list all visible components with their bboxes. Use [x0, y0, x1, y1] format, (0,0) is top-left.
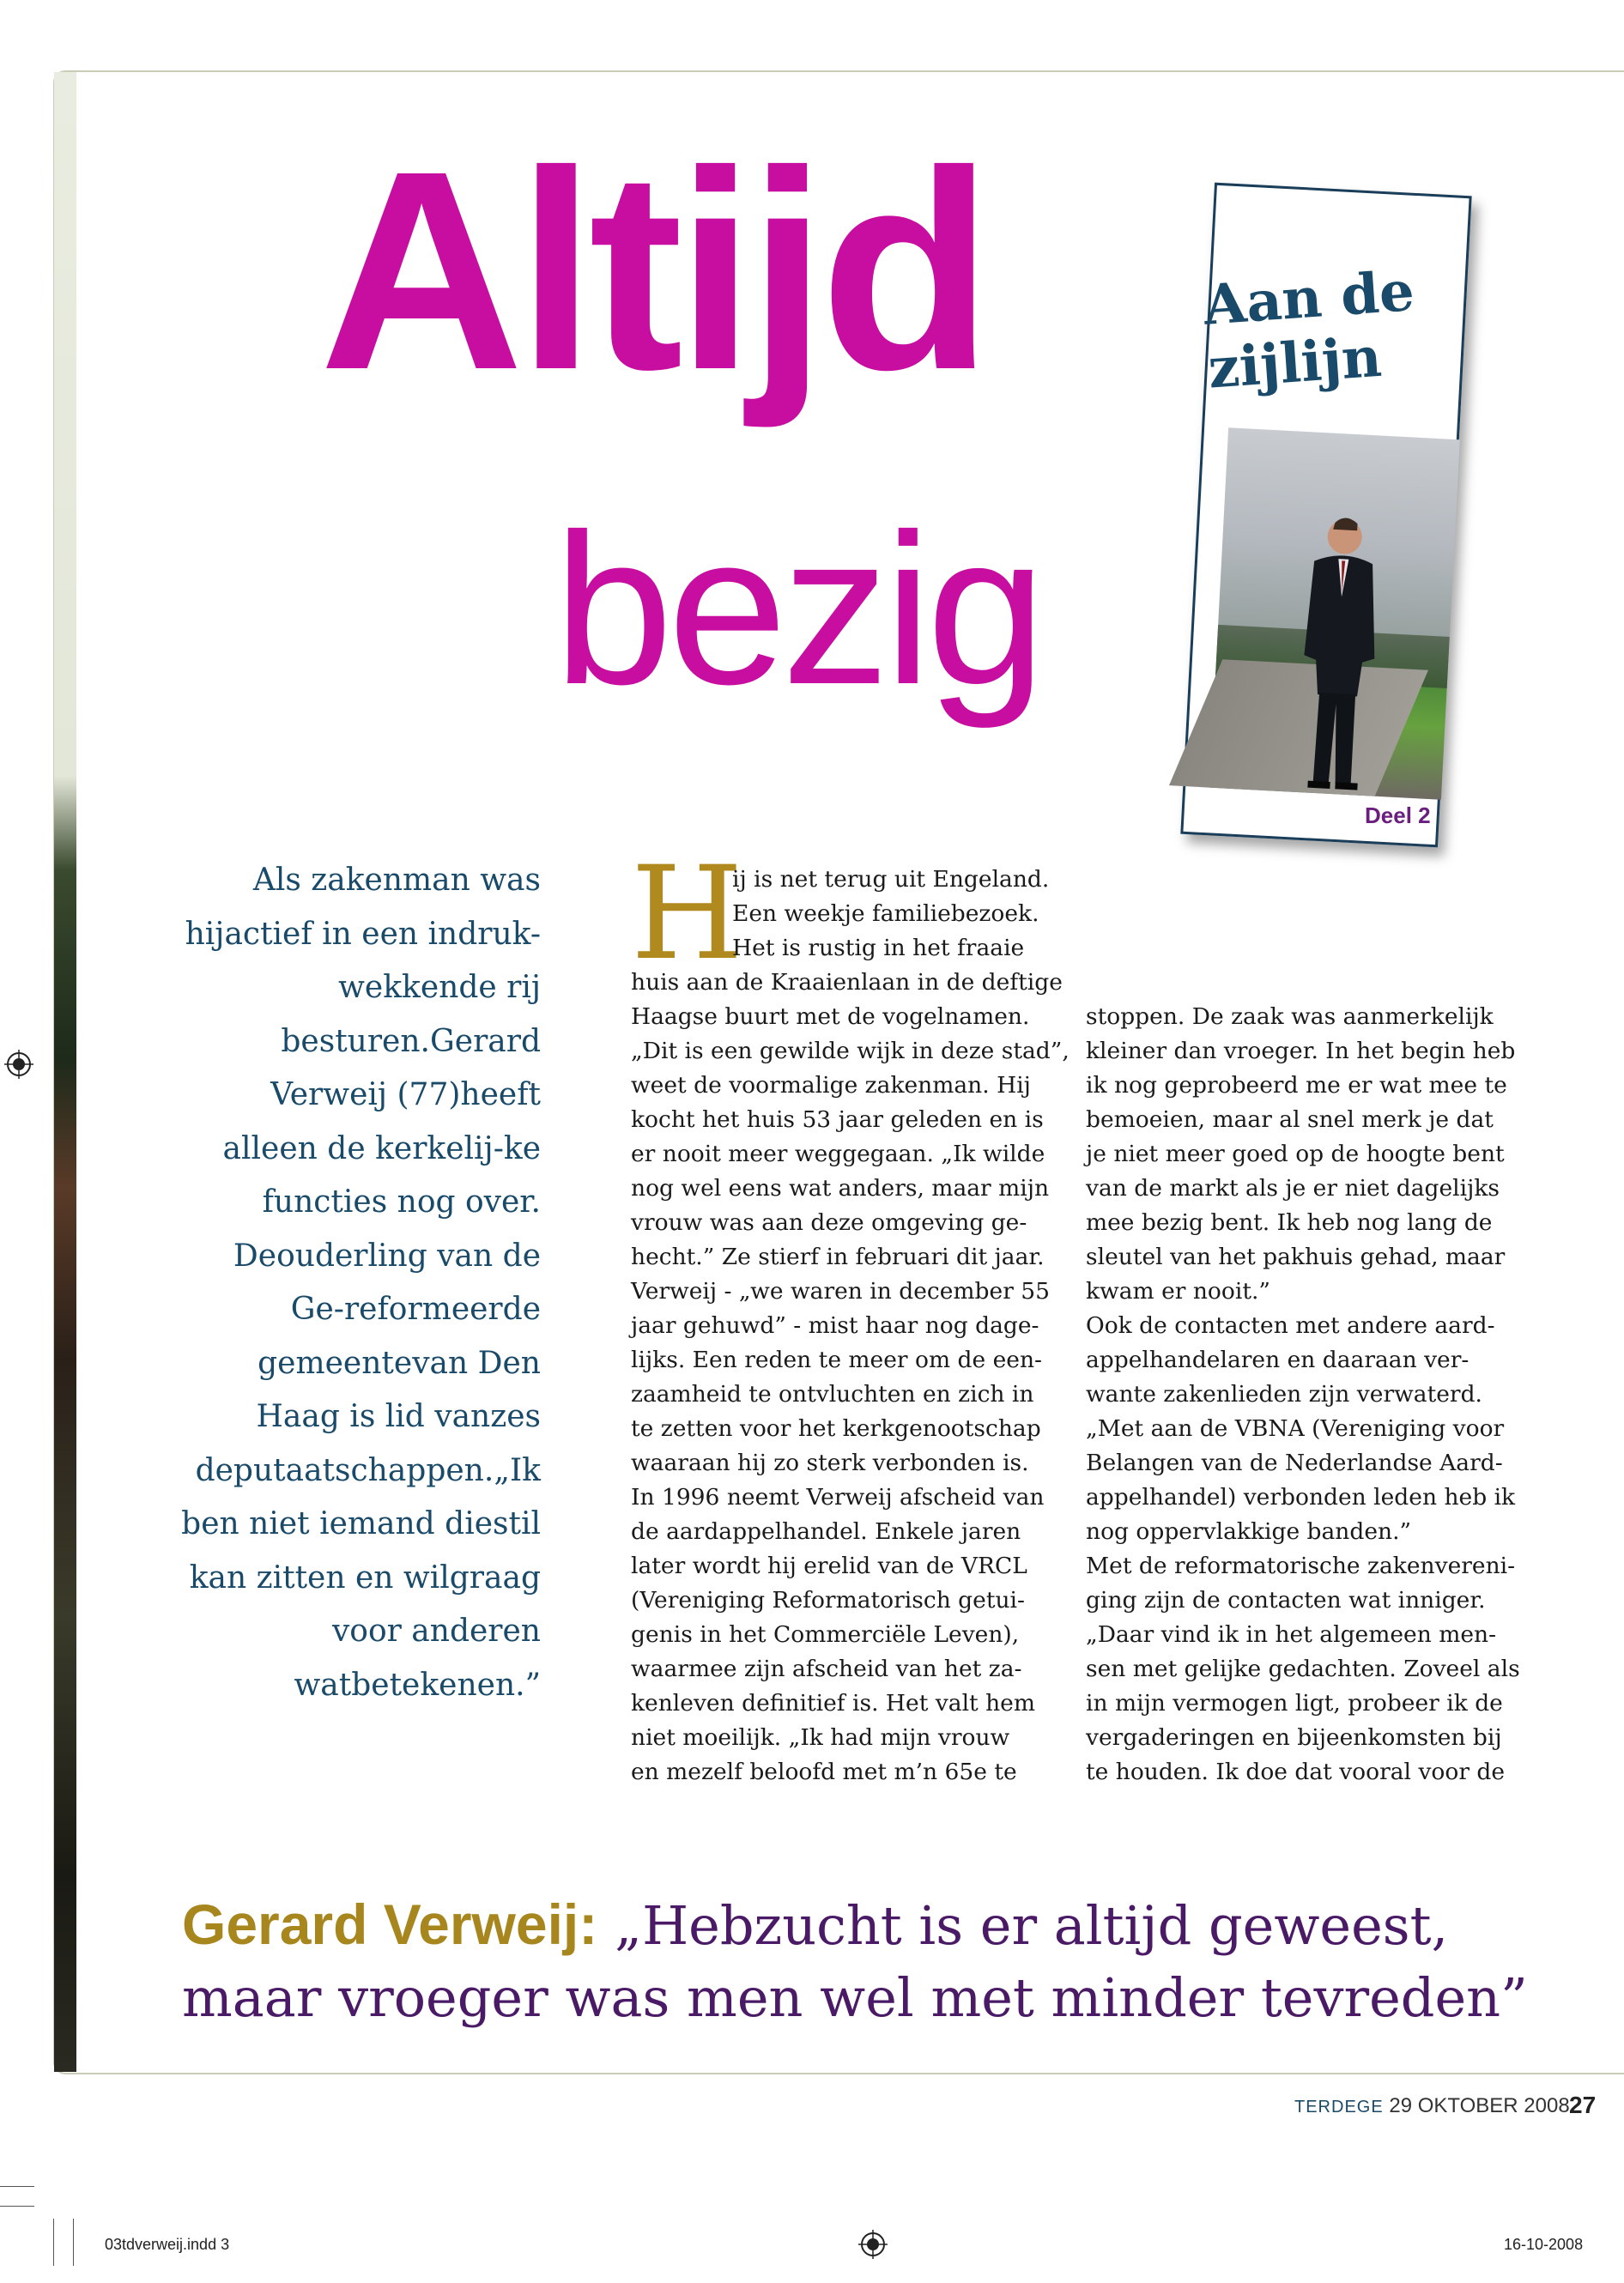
crop-mark	[0, 2186, 34, 2187]
portrait-photo	[1209, 427, 1460, 800]
folio	[1294, 2094, 1570, 2118]
body-col2-line: wante zakenlieden zijn verwaterd.	[1086, 1381, 1482, 1408]
body-col2-line: Met de reformatorische zakenvereni-	[1086, 1553, 1516, 1579]
intro-lines-line: ke functies nog over. De	[233, 1130, 541, 1274]
body-col1-line: huis aan de Kraaienlaan in de deftige	[631, 969, 1063, 996]
body-col2-line: stoppen. De zaak was aanmerkelijk	[1086, 1003, 1494, 1030]
body-col1-line: waarmee zijn afscheid van het za-	[631, 1656, 1022, 1682]
pull-quote	[182, 1888, 1572, 2034]
facing-page-edge	[54, 72, 76, 2072]
crop-mark	[0, 2206, 34, 2207]
intro-lines-line: Gerard Verweij (77)	[270, 1023, 541, 1112]
body-col2-line: te houden. Ik doe dat vooral voor de	[1086, 1759, 1506, 1785]
body-col2-line: Ook de contacten met andere aard-	[1086, 1312, 1495, 1339]
body-col2-line: nog oppervlakkige banden.”	[1086, 1518, 1412, 1545]
body-col2-line: in mijn vermogen ligt, probeer ik de	[1086, 1690, 1503, 1717]
intro-lines-line: reformeerde gemeente	[258, 1292, 541, 1381]
body-col1-line: later wordt hij erelid van de VRCL	[631, 1553, 1027, 1579]
intro-lines-line: betekenen.”	[351, 1667, 541, 1703]
body-col1-line: „Dit is een gewilde wijk in deze stad”,	[631, 1038, 1070, 1064]
intro-lines-line: „Ik ben niet iemand die	[181, 1452, 541, 1541]
person-figure	[1278, 508, 1404, 796]
pull-quote-name: Gerard Verweij:	[182, 1892, 598, 1956]
body-col1-line: hecht.” Ze stierf in februari dit jaar.	[631, 1244, 1045, 1270]
body-col1-line: kenleven definitief is. Het valt hem	[631, 1690, 1035, 1717]
intro-paragraph	[172, 854, 541, 1712]
column-label-heading	[1202, 257, 1468, 402]
body-col2-line: Belangen van de Nederlandse Aard-	[1086, 1450, 1503, 1476]
body-col1-line: Verweij - „we waren in december 55	[631, 1278, 1051, 1305]
column-label-line2: zijlijn	[1206, 324, 1384, 402]
headline-sub: bezig	[554, 489, 1041, 729]
body-col1-line: Haagse buurt met de vogelnamen.	[631, 1003, 1030, 1030]
body-col1-line: en mezelf beloofd met m’n 65e te	[631, 1759, 1017, 1785]
intro-lines-line: van Den Haag is lid van	[256, 1345, 541, 1434]
drop-cap: H	[631, 839, 743, 989]
body-col2-line: appelhandelaren en daaraan ver-	[1086, 1347, 1469, 1373]
body-col2-line: mee bezig bent. Ik heb nog lang de	[1086, 1209, 1493, 1236]
body-col1-line: niet moeilijk. „Ik had mijn vrouw	[631, 1724, 1010, 1751]
slug-filename: 03tdverweij.indd 3	[105, 2236, 230, 2253]
body-col1-line: Een weekje familiebezoek.	[732, 900, 1039, 927]
body-col1-line: te zetten voor het kerkgenootschap	[631, 1415, 1041, 1442]
body-column-1	[631, 863, 1070, 1789]
intro-lines-line: graag voor anderen wat	[294, 1559, 541, 1703]
body-col1-line: Het is rustig in het fraaie	[732, 935, 1025, 961]
body-col1-line: ij is net terug uit Engeland.	[732, 866, 1050, 893]
body-col1-line: lijks. Een reden te meer om de een-	[631, 1347, 1042, 1373]
body-col2-line: sleutel van het pakhuis gehad, maar	[1086, 1244, 1506, 1270]
registration-mark-left	[4, 1050, 33, 1079]
body-col1-line: er nooit meer weggegaan. „Ik wilde	[631, 1141, 1045, 1167]
intro-lines-line: zes deputaatschappen.	[195, 1399, 541, 1488]
body-col2-line: van de markt als je er niet dagelijks	[1086, 1175, 1500, 1202]
body-col2-line: je niet meer goed op de hoogte bent	[1086, 1141, 1505, 1167]
registration-mark-bottom	[858, 2230, 888, 2259]
body-col2-line: „Daar vind ik in het algemeen men-	[1086, 1621, 1497, 1648]
crop-mark	[53, 2219, 54, 2266]
slug-date: 16-10-2008	[1504, 2236, 1584, 2253]
page-number: 27	[1569, 2092, 1597, 2118]
body-col1-line: nog wel eens wat anders, maar mijn	[631, 1175, 1050, 1202]
body-col1-line: vrouw was aan deze omgeving ge-	[631, 1209, 1027, 1236]
body-col2-line: bemoeien, maar al snel merk je dat	[1086, 1106, 1494, 1133]
body-col1-line: genis in het Commerciële Leven),	[631, 1621, 1020, 1648]
series-part-label: Deel 2	[1365, 802, 1431, 828]
body-col1-line: jaar gehuwd” - mist haar nog dage-	[631, 1312, 1039, 1339]
issue-date: 29 OKTOBER 2008	[1389, 2094, 1570, 2117]
intro-lines-line: actief in een indruk-	[224, 916, 541, 952]
pull-quote-line1: „Hebzucht is er altijd geweest,	[614, 1894, 1449, 1957]
body-col2-line: ik nog geprobeerd me er wat mee te	[1086, 1072, 1507, 1099]
body-col1-line: In 1996 neemt Verweij afscheid van	[631, 1484, 1045, 1511]
body-col2-line: „Met aan de VBNA (Vereniging voor	[1086, 1415, 1505, 1442]
intro-lines-line: ouderling van de Ge-	[276, 1238, 541, 1327]
intro-lines-line: Als zakenman was hij	[185, 863, 541, 952]
body-col1-line: weet de voormalige zakenman. Hij	[631, 1072, 1031, 1099]
body-col1-line: kocht het huis 53 jaar geleden en is	[631, 1106, 1044, 1133]
body-col1-line: de aardappelhandel. Enkele jaren	[631, 1518, 1021, 1545]
body-col1-line: waaraan hij zo sterk verbonden is.	[631, 1450, 1029, 1476]
intro-lines-line: stil kan zitten en wil	[189, 1506, 541, 1596]
body-column-2	[1086, 1000, 1520, 1789]
body-col2-line: appelhandel) verbonden leden heb ik	[1086, 1484, 1516, 1511]
body-col2-line: sen met gelijke gedachten. Zoveel als	[1086, 1656, 1520, 1682]
pull-quote-line2: maar vroeger was men wel met minder tevreden”	[182, 1966, 1528, 2029]
body-col1-line: zaamheid te ontvluchten en zich in	[631, 1381, 1034, 1408]
body-col2-line: ging zijn de contacten wat inniger.	[1086, 1587, 1486, 1614]
body-col2-line: kleiner dan vroeger. In het begin heb	[1086, 1038, 1516, 1064]
intro-lines-line: wekkende rij besturen.	[281, 970, 541, 1059]
body-col2-line: kwam er nooit.”	[1086, 1278, 1270, 1305]
crop-mark	[73, 2219, 74, 2266]
headline-main: Altijd	[319, 112, 986, 428]
body-col2-line: vergaderingen en bijeenkomsten bij	[1086, 1724, 1502, 1751]
column-label-line1: Aan de	[1201, 258, 1416, 338]
magazine-name: TERDEGE	[1294, 2098, 1384, 2116]
body-col1-line: (Vereniging Reformatorisch getui-	[631, 1587, 1025, 1614]
intro-lines-line: heeft alleen de kerkelij-	[222, 1077, 541, 1166]
